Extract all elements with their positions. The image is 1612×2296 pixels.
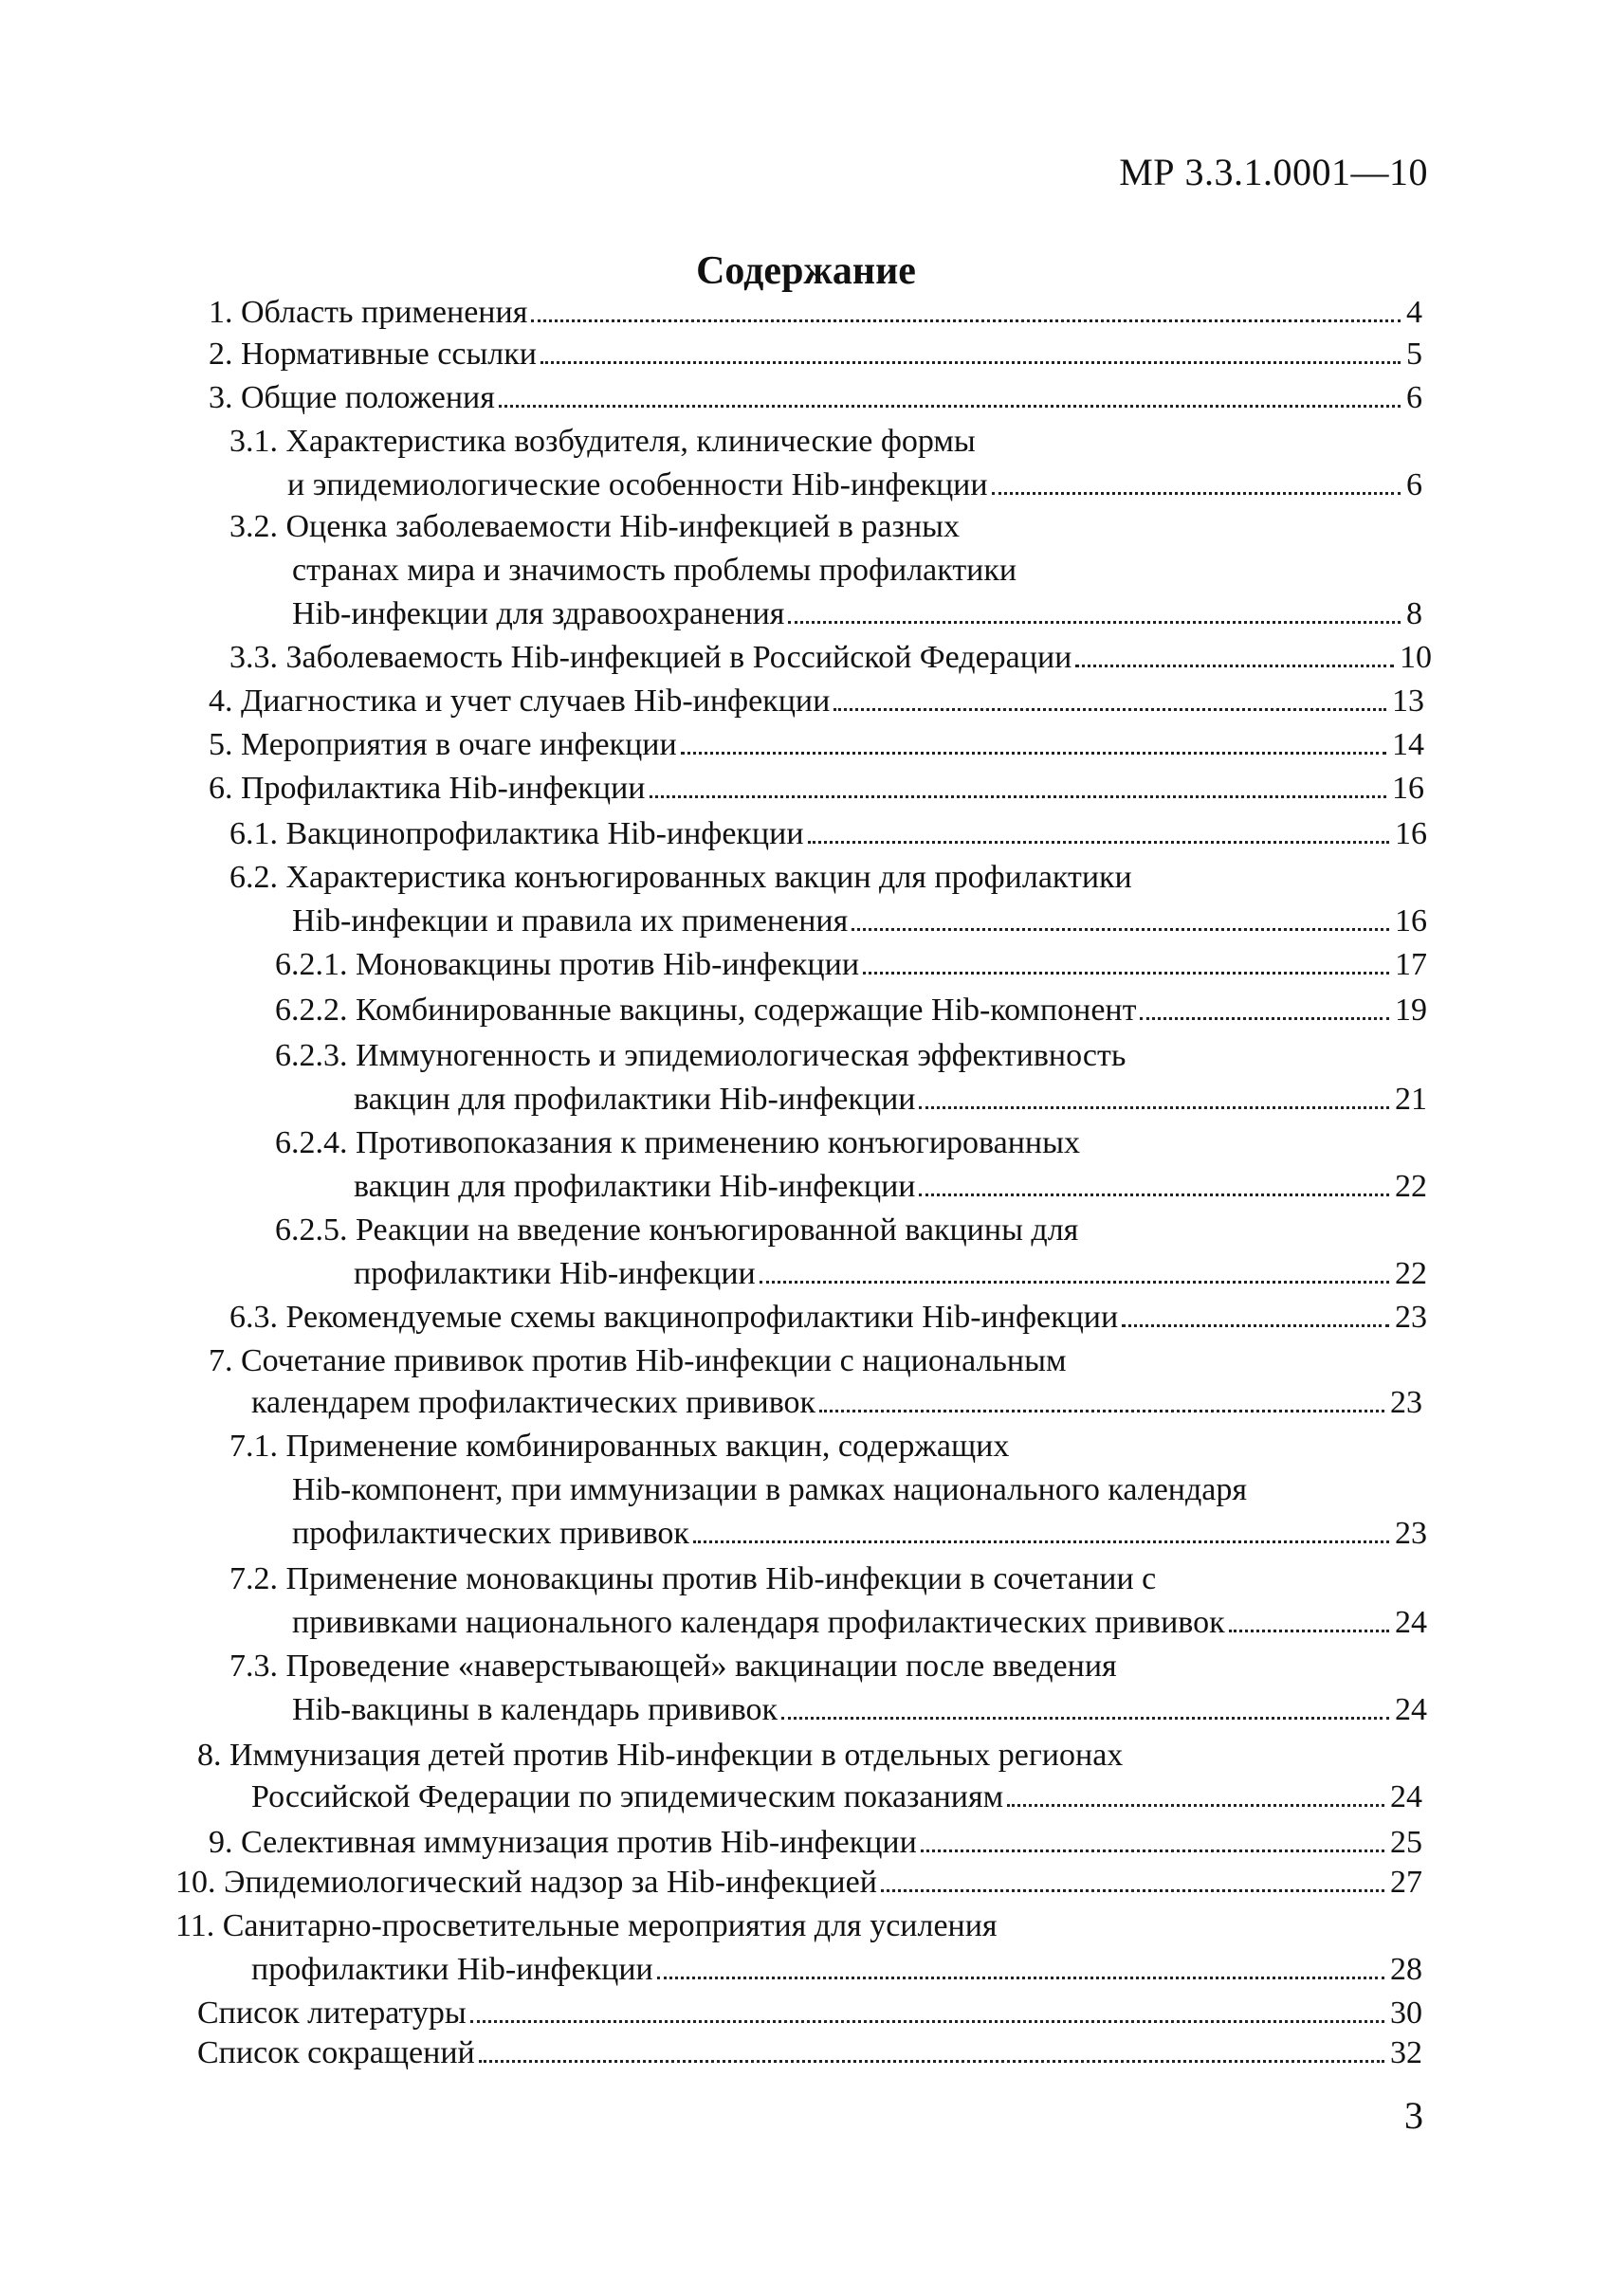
dot-leader (693, 1540, 1389, 1543)
toc-page-number: 17 (1395, 947, 1427, 982)
toc-entry[interactable] (229, 813, 1427, 855)
dot-leader (919, 1106, 1389, 1109)
toc-entry-title: 3. Общие положения (209, 380, 495, 415)
dot-leader (919, 1194, 1389, 1196)
dot-leader (808, 841, 1389, 844)
toc-title: Содержание (696, 249, 916, 293)
toc-entry-line: странах мира и значимость проблемы профилактики (292, 553, 1017, 588)
dot-leader (1122, 1324, 1389, 1327)
toc-entry[interactable] (287, 465, 1422, 506)
toc-page-number: 25 (1390, 1825, 1422, 1860)
toc-entry-title: профилактических прививок (292, 1516, 689, 1551)
toc-entry-line: 3.2. Оценка заболеваемости Hib-инфекцией в разных (229, 509, 960, 544)
toc-entry-line: 7.2. Применение моновакцины против Hib-инфекции в сочетании с (229, 1561, 1157, 1596)
toc-entry-title: 6.1. Вакцинопрофилактика Hib-инфекции (229, 816, 804, 851)
toc-entry-title: 1. Область применения (209, 295, 528, 330)
dot-leader (788, 621, 1401, 624)
toc-entry-title: 6.2.2. Комбинированные вакцины, содержащие Hib-компонент (275, 993, 1137, 1028)
toc-entry[interactable] (251, 1777, 1422, 1818)
dot-leader (1140, 1017, 1389, 1020)
toc-entry-title: 2. Нормативные ссылки (209, 337, 537, 372)
toc-page-number: 4 (1406, 295, 1422, 330)
dot-leader (881, 1889, 1384, 1892)
toc-page-number: 6 (1406, 467, 1422, 502)
dot-leader (760, 1281, 1389, 1284)
toc-page-number: 24 (1395, 1692, 1427, 1727)
dot-leader (1007, 1804, 1384, 1807)
toc-entry-title: вакцин для профилактики Hib-инфекции (354, 1082, 916, 1117)
toc-entry-title: вакцин для профилактики Hib-инфекции (354, 1169, 916, 1204)
toc-entry-line: 7. Сочетание прививок против Hib-инфекции с национальным (209, 1343, 1067, 1378)
toc-entry-title: Hib-вакцины в календарь прививок (292, 1692, 779, 1727)
toc-page-number: 8 (1406, 596, 1422, 631)
toc-entry-title: 6.2.1. Моновакцины против Hib-инфекции (275, 947, 860, 982)
toc-page-number: 16 (1395, 903, 1427, 938)
dot-leader (852, 928, 1389, 931)
toc-page-number: 21 (1395, 1082, 1427, 1117)
toc-entry-line: 6.2.3. Иммуногенность и эпидемиологическая эффективность (275, 1038, 1127, 1073)
dot-leader (470, 2020, 1384, 2023)
toc-entry-line: 6.2.4. Противопоказания к применению конъюгированных (275, 1125, 1080, 1160)
toc-entry-title: Hib-инфекции и правила их применения (292, 903, 849, 938)
toc-entry[interactable] (251, 1949, 1422, 1991)
toc-entry-title: прививками национального календаря профилактических прививок (292, 1605, 1225, 1640)
toc-page-number: 23 (1395, 1516, 1427, 1551)
toc-page-number: 22 (1395, 1256, 1427, 1291)
toc-entry-title: 6.3. Рекомендуемые схемы вакцинопрофилактики Hib-инфекции (229, 1300, 1119, 1335)
toc-entry[interactable] (275, 944, 1427, 986)
toc-page-number: 28 (1390, 1952, 1422, 1987)
toc-page-number: 13 (1392, 683, 1424, 719)
toc-entry[interactable] (354, 1166, 1427, 1208)
toc-entry[interactable] (175, 1862, 1422, 1904)
toc-entry[interactable] (209, 292, 1422, 334)
toc-page-number: 19 (1395, 993, 1427, 1028)
toc-entry-line: 7.1. Применение комбинированных вакцин, содержащих (229, 1429, 1010, 1464)
toc-entry-title: и эпидемиологические особенности Hib-инфекции (287, 467, 988, 502)
toc-entry-line: 6.2.5. Реакции на введение конъюгированной вакцины для (275, 1212, 1079, 1248)
toc-entry-title: календарем профилактических прививок (251, 1385, 816, 1420)
toc-entry[interactable] (292, 1689, 1427, 1731)
toc-entry-line: 7.3. Проведение «наверстывающей» вакцинации после введения (229, 1649, 1117, 1684)
dot-leader (479, 2060, 1384, 2063)
toc-entry[interactable] (209, 724, 1424, 766)
toc-entry-line: Hib-компонент, при иммунизации в рамках национального календаря (292, 1472, 1248, 1507)
toc-entry[interactable] (229, 1297, 1427, 1339)
toc-entry-title: Список литературы (197, 1995, 467, 2031)
toc-entry-title: Hib-инфекции для здравоохранения (292, 596, 785, 631)
dot-leader (531, 319, 1401, 322)
toc-entry[interactable] (229, 637, 1432, 679)
toc-entry[interactable] (292, 1513, 1427, 1555)
toc-entry[interactable] (209, 768, 1424, 810)
toc-page-number: 14 (1392, 727, 1424, 762)
toc-page-number: 24 (1390, 1779, 1422, 1814)
document-code: МР 3.3.1.0001—10 (1119, 151, 1428, 193)
toc-entry-title: Российской Федерации по эпидемическим показаниям (251, 1779, 1004, 1814)
dot-leader (681, 752, 1386, 755)
toc-entry[interactable] (292, 901, 1427, 942)
toc-page-number: 27 (1390, 1865, 1422, 1900)
toc-entry[interactable] (354, 1253, 1427, 1295)
toc-page-number: 10 (1400, 640, 1432, 675)
toc-page-number: 22 (1395, 1169, 1427, 1204)
toc-entry-line: 11. Санитарно-просветительные мероприятия для усиления (175, 1908, 998, 1943)
toc-entry-line: 3.1. Характеристика возбудителя, клинические формы (229, 424, 976, 459)
toc-page-number: 23 (1390, 1385, 1422, 1420)
toc-entry[interactable] (292, 593, 1422, 635)
dot-leader (819, 1410, 1384, 1412)
dot-leader (657, 1977, 1384, 1979)
toc-entry[interactable] (209, 1822, 1422, 1864)
toc-entry[interactable] (197, 1993, 1422, 2034)
toc-entry[interactable] (197, 2032, 1422, 2074)
toc-page-number: 16 (1392, 771, 1424, 806)
toc-entry-title: 4. Диагностика и учет случаев Hib-инфекции (209, 683, 831, 719)
dot-leader (540, 361, 1401, 364)
dot-leader (921, 1850, 1384, 1852)
toc-entry[interactable] (209, 681, 1424, 722)
toc-entry[interactable] (251, 1382, 1422, 1424)
toc-entry-title: 10. Эпидемиологический надзор за Hib-инфекцией (175, 1865, 877, 1900)
toc-page-number: 23 (1395, 1300, 1427, 1335)
toc-entry[interactable] (292, 1602, 1427, 1644)
toc-entry-title: профилактики Hib-инфекции (354, 1256, 756, 1291)
dot-leader (499, 405, 1401, 408)
dot-leader (992, 492, 1401, 495)
dot-leader (833, 708, 1386, 711)
dot-leader (1075, 665, 1394, 667)
toc-entry-title: 3.3. Заболеваемость Hib-инфекцией в Российской Федерации (229, 640, 1072, 675)
toc-page-number: 6 (1406, 380, 1422, 415)
toc-entry-title: Список сокращений (197, 2035, 475, 2070)
toc-entry-line: 8. Иммунизация детей против Hib-инфекции в отдельных регионах (197, 1738, 1124, 1773)
toc-page-number: 24 (1395, 1605, 1427, 1640)
toc-entry-title: профилактики Hib-инфекции (251, 1952, 653, 1987)
toc-entry-title: 5. Мероприятия в очаге инфекции (209, 727, 677, 762)
dot-leader (1229, 1630, 1389, 1632)
toc-page-number: 30 (1390, 1995, 1422, 2031)
dot-leader (650, 795, 1387, 798)
toc-entry-title: 9. Селективная иммунизация против Hib-инфекции (209, 1825, 917, 1860)
toc-page-number: 32 (1390, 2035, 1422, 2070)
toc-page-number: 5 (1406, 337, 1422, 372)
toc-entry[interactable] (209, 377, 1422, 419)
toc-entry-line: 6.2. Характеристика конъюгированных вакцин для профилактики (229, 860, 1132, 895)
toc-page-number: 16 (1395, 816, 1427, 851)
page-number: 3 (1404, 2094, 1423, 2137)
toc-entry[interactable] (275, 990, 1427, 1031)
toc-entry[interactable] (209, 334, 1422, 375)
toc-entry[interactable] (354, 1079, 1427, 1121)
toc-entry-title: 6. Профилактика Hib-инфекции (209, 771, 646, 806)
dot-leader (781, 1717, 1389, 1720)
dot-leader (863, 972, 1389, 975)
